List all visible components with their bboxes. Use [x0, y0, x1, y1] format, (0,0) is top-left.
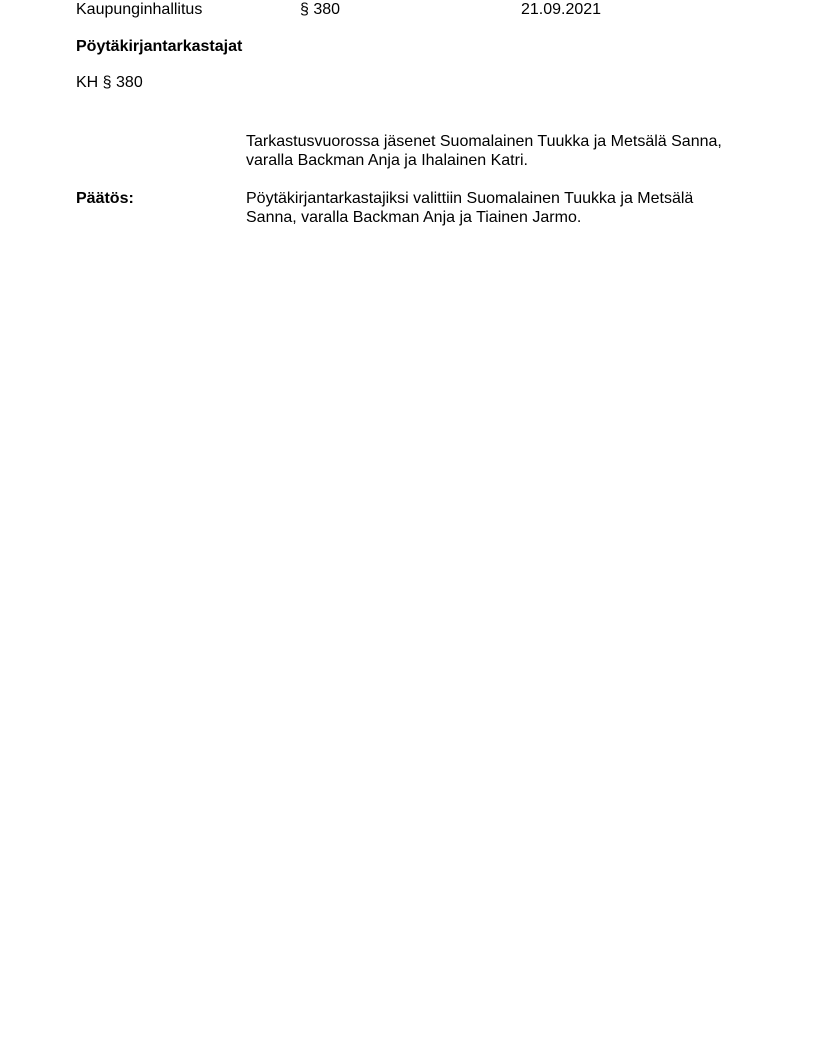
reference-label: KH § 380 [76, 74, 143, 91]
meeting-date: 21.09.2021 [521, 1, 602, 18]
section-number: § 380 [300, 1, 341, 18]
body-name: Kaupunginhallitus [76, 1, 203, 18]
decision-label: Päätös: [76, 190, 134, 207]
proposal-paragraph: Tarkastusvuorossa jäsenet Suomalainen Tuukka ja Metsälä Sanna, varalla Backman Anja ja Ihalainen Katri. [246, 133, 722, 169]
page-title: Pöytäkirjantarkastajat [76, 38, 243, 55]
decision-paragraph: Pöytäkirjantarkastajiksi valittiin Suomalainen Tuukka ja Metsälä Sanna, varalla Backman Anja ja Tiainen Jarmo. [246, 190, 694, 226]
